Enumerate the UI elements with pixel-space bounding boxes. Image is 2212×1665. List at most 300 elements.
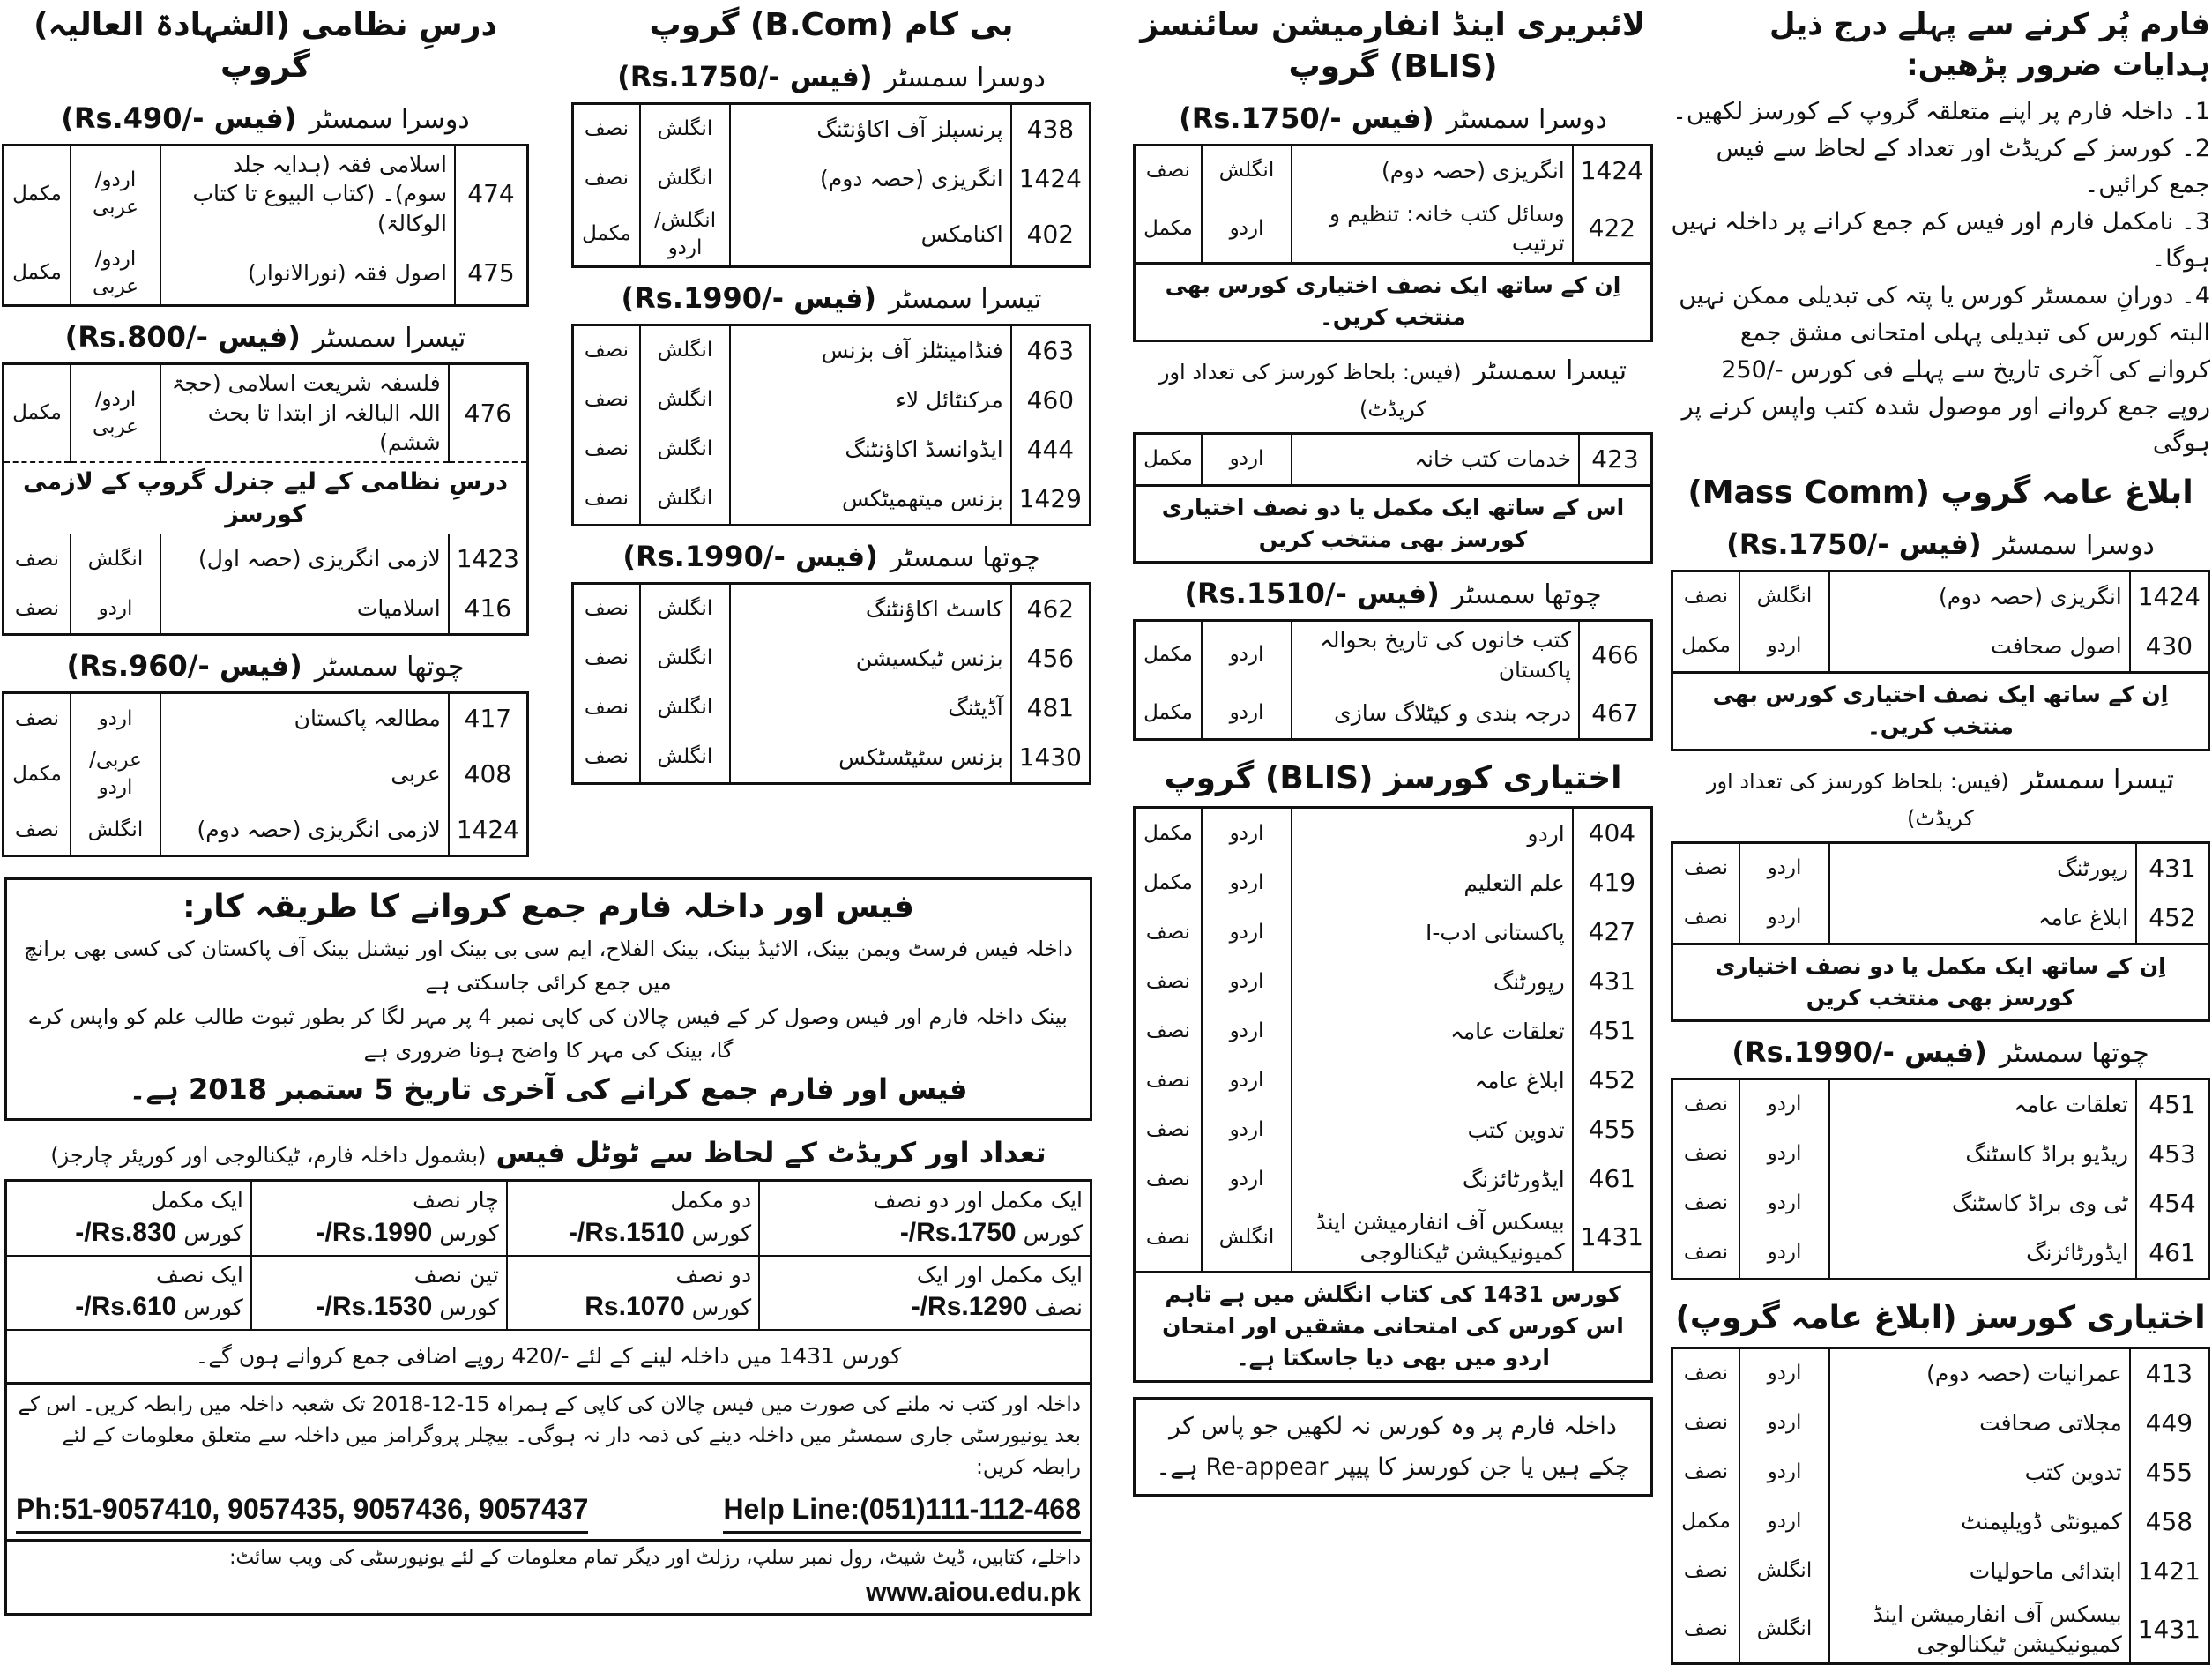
- bcom-blocks: [571, 57, 1091, 785]
- course-cred: نصف: [584, 388, 629, 412]
- course-lang: انگلش: [71, 805, 160, 856]
- course-title: ایڈورٹائزنگ: [1829, 1228, 2136, 1280]
- course-title: ابلاغ عامہ: [1292, 1056, 1573, 1105]
- course-code: 416: [449, 584, 528, 635]
- course-code: 1424: [1011, 154, 1091, 204]
- course-lang: اردو: [1739, 1130, 1829, 1179]
- semester-fee: (فیس: بلحاظ کورسز کی تعداد اور کریڈٹ): [1158, 359, 1462, 422]
- course-code: 427: [1573, 907, 1652, 957]
- course-code: 461: [1573, 1154, 1652, 1204]
- course-lang: اردو/عربی: [71, 243, 160, 306]
- course-cred: نصف: [1145, 1225, 1191, 1249]
- semester-fee: (فیس -/Rs.1750): [617, 59, 873, 93]
- fee-cell-label: چار نصف کورس: [413, 1187, 499, 1247]
- semester-heading: [2, 317, 529, 357]
- course-title: ریڈیو براڈ کاسٹنگ: [1829, 1130, 2136, 1179]
- fee-cell-amount: Rs.610/-: [75, 1292, 177, 1322]
- course-title: ابتدائی ماحولیات: [1829, 1547, 2130, 1596]
- table-row: [1672, 1228, 2209, 1280]
- course-cred: نصف: [584, 437, 629, 461]
- course-lang: انگلش: [1739, 1596, 1829, 1664]
- course-cred: نصف: [584, 487, 629, 511]
- course-cred: نصف: [1145, 159, 1191, 183]
- table-row: [4, 743, 528, 805]
- semester-heading: [2, 646, 529, 686]
- course-table: [571, 324, 1091, 526]
- group-title: درسِ نظامی (الشہادۃ العالیہ) گروپ: [34, 7, 497, 85]
- fee-cell-label: ایک نصف کورس: [156, 1261, 243, 1321]
- course-code: 1424: [449, 805, 528, 856]
- table-row: [1672, 571, 2209, 623]
- table-note: اس کے ساتھ ایک مکمل یا دو نصف اختیاری کورسز بھی منتخب کریں: [1133, 487, 1653, 564]
- course-title: خدمات کتب خانہ: [1292, 433, 1579, 485]
- course-lang: اردو: [1202, 1056, 1292, 1105]
- course-code: 475: [455, 243, 528, 306]
- course-code: 419: [1573, 858, 1652, 907]
- fee-cell: [759, 1256, 1091, 1330]
- course-lang: انگلش: [640, 154, 730, 204]
- course-code: 417: [449, 693, 528, 744]
- semester-fee: (فیس -/Rs.1990): [1732, 1035, 1987, 1070]
- course-code: 460: [1011, 376, 1091, 425]
- group-title: بی کام (B.Com) گروپ: [649, 7, 1014, 43]
- dars-e-nizami-column: [2, 0, 529, 857]
- contact-box: [4, 1385, 1092, 1542]
- course-title: بیسکس آف انفارمیشن اینڈ کمیونیکیشن ٹیکنالوجی: [1292, 1204, 1573, 1272]
- course-title: اکنامکس: [730, 204, 1011, 267]
- course-title: انگریزی (حصہ دوم): [1829, 571, 2130, 623]
- course-cred: نصف: [1683, 1191, 1729, 1215]
- table-row: [1672, 1348, 2209, 1399]
- total-fee-heading: [4, 1133, 1092, 1173]
- course-lang: انگلش: [1739, 1547, 1829, 1596]
- course-code: 452: [1573, 1056, 1652, 1105]
- course-lang: اردو: [1739, 622, 1829, 673]
- fee-cell: [507, 1181, 759, 1256]
- course-code: 453: [2136, 1130, 2209, 1179]
- course-title: مرکنٹائل لاء: [730, 376, 1011, 425]
- semester-heading: [1671, 1033, 2210, 1072]
- blis-blocks: [1133, 99, 1653, 1497]
- course-title: بیسکس آف انفارمیشن اینڈ کمیونیکیشن ٹیکنالوجی: [1829, 1596, 2130, 1664]
- course-code: 402: [1011, 204, 1091, 267]
- blis-column: [1133, 0, 1653, 1497]
- instruction-item: 4۔ دورانِ سمسٹر کورس یا پتہ کی تبدیلی ممکن نہیں البتہ کورس کی تبدیلی پہلی امتحانی مشق جمع کروانے کی آخری تاریخ سے پہلے فی کورس -/250 روپے جمع کروانے اور موصول شدہ کتب واپس کرنے پر ہوگی: [1679, 282, 2210, 458]
- semester-label: تیسرا سمسٹر: [2021, 764, 2175, 795]
- instruction-item: 3۔ نامکمل فارم اور فیس کم جمع کرانے پر داخلہ نہیں ہوگا۔: [1671, 208, 2210, 273]
- table-row: [4, 363, 528, 462]
- course-title: لازمی انگریزی (حصہ اول): [160, 534, 449, 584]
- course-code: 438: [1011, 103, 1091, 154]
- course-lang: انگلش: [640, 733, 730, 784]
- semester-label: دوسرا سمسٹر: [309, 103, 470, 135]
- course-lang: اردو: [1202, 433, 1292, 485]
- course-title: عمرانیات (حصہ دوم): [1829, 1348, 2130, 1399]
- course-table: [2, 362, 529, 636]
- course-title: تعلقات عامہ: [1292, 1006, 1573, 1056]
- course-code: 1429: [1011, 474, 1091, 526]
- course-cred: نصف: [584, 646, 629, 670]
- course-cred: نصف: [1145, 1019, 1191, 1042]
- course-code: 451: [2136, 1079, 2209, 1131]
- course-title: کمیونٹی ڈویلپمنٹ: [1829, 1497, 2130, 1547]
- course-lang: انگلش/اردو: [640, 204, 730, 267]
- semester-label: چوتھا سمسٹر: [1451, 579, 1602, 611]
- mass-comm-blocks: [1671, 525, 2210, 1665]
- course-code: 404: [1573, 808, 1652, 859]
- course-lang: اردو: [1202, 957, 1292, 1006]
- website-link[interactable]: www.aiou.edu.pk: [866, 1578, 1081, 1608]
- course-title: بزنس ٹیکسیشن: [730, 634, 1011, 683]
- course-title: ابلاغ عامہ: [1829, 893, 2136, 944]
- table-row: [1672, 622, 2209, 673]
- course-lang: اردو: [1202, 808, 1292, 859]
- course-cred: نصف: [1683, 1142, 1729, 1166]
- semester-fee: (فیس -/Rs.1990): [621, 280, 877, 315]
- total-fee-subtitle: (بشمول داخلہ فارم، ٹیکنالوجی اور کوریئر چارجز): [50, 1142, 487, 1168]
- table-row: [1672, 1497, 2209, 1547]
- table-row: [1672, 1079, 2209, 1131]
- course-lang: انگلش: [1202, 1204, 1292, 1272]
- semester-fee: (فیس -/Rs.490): [61, 101, 297, 135]
- course-code: 413: [2130, 1348, 2209, 1399]
- contact-text: داخلہ اور کتب نہ ملنے کی صورت میں فیس چالان کی کاپی کے ہمراہ 15-12-2018 تک شعبہ داخلہ میں رابطہ کریں۔ اس کے بعد یونیورسٹی جاری سمسٹر میں داخلہ دینے کی ذمہ دار نہ ہوگی۔ بیچلر پروگرامز میں داخلہ سے متعلق معلومات کے لئے رابطہ کریں:: [18, 1392, 1081, 1480]
- fee-cell-label: دو مکمل کورس: [670, 1187, 752, 1247]
- course-code: 408: [449, 743, 528, 805]
- course-table: [1671, 841, 2210, 945]
- fee-cell-amount: Rs.1530/-: [316, 1292, 433, 1322]
- course-code: 444: [1011, 425, 1091, 474]
- table-row: [1672, 1596, 2209, 1664]
- semester-heading: [1133, 574, 1653, 614]
- table-subheading: درسِ نظامی کے لیے جنرل گروپ کے لازمی کورسز: [4, 462, 528, 534]
- course-table: [571, 582, 1091, 785]
- course-lang: اردو: [1202, 196, 1292, 264]
- course-cred: مکمل: [12, 401, 62, 425]
- course-title: کاسٹ اکاؤنٹنگ: [730, 583, 1011, 634]
- table-row: [573, 683, 1091, 733]
- table-note: اِن کے ساتھ ایک نصف اختیاری کورس بھی منتخب کریں۔: [1133, 265, 1653, 342]
- course-title: فنڈامینٹلز آف بزنس: [730, 325, 1011, 376]
- fee-cell-amount: Rs.1070: [585, 1292, 685, 1322]
- fee-cell: [507, 1256, 759, 1330]
- semester-fee: (فیس -/Rs.800): [64, 319, 301, 354]
- bcom-column: [571, 0, 1091, 785]
- table-row: [6, 1330, 1091, 1384]
- course-cred: مکمل: [12, 762, 62, 786]
- table-row: [1135, 1105, 1652, 1154]
- fee-extra-note: کورس 1431 میں داخلہ لینے کے لئے -/420 روپے اضافی جمع کروانے ہوں گے۔: [6, 1330, 1091, 1384]
- semester-label: دوسرا سمسٹر: [1446, 103, 1607, 135]
- fee-cell: [251, 1256, 507, 1330]
- fee-cell-amount: Rs.1990/-: [316, 1218, 433, 1248]
- course-lang: انگلش: [640, 683, 730, 733]
- mass-comm-column: [1671, 0, 2210, 1665]
- course-code: 1431: [2130, 1596, 2209, 1664]
- course-code: 455: [2130, 1448, 2209, 1497]
- course-code: 463: [1011, 325, 1091, 376]
- semester-fee: (فیس -/Rs.1750): [1726, 527, 1982, 562]
- table-row: [573, 733, 1091, 784]
- semester-fee: (فیس -/Rs.960): [66, 649, 302, 683]
- course-code: 454: [2136, 1179, 2209, 1228]
- course-code: 1424: [1573, 145, 1652, 196]
- course-title: عربی: [160, 743, 449, 805]
- course-code: 422: [1573, 196, 1652, 264]
- table-row: [1135, 1006, 1652, 1056]
- table-note: اِن کے ساتھ ایک مکمل یا دو نصف اختیاری کورسز بھی منتخب کریں: [1671, 945, 2210, 1023]
- helpline: Help Line:(051)111-112-468: [723, 1488, 1081, 1534]
- table-note: کورس 1431 کی کتاب انگلش میں ہے تاہم اس کورس کی امتحانی مشقیں اور امتحان اردو میں بھی دیا جاسکتا ہے۔: [1133, 1273, 1653, 1383]
- course-lang: اردو/عربی: [71, 363, 160, 462]
- semester-label: دوسرا سمسٹر: [1993, 530, 2155, 562]
- course-title: پرنسپلز آف اکاؤنٹنگ: [730, 103, 1011, 154]
- table-row: [1672, 1179, 2209, 1228]
- table-note: اِن کے ساتھ ایک نصف اختیاری کورس بھی منتخب کریں۔: [1671, 674, 2210, 751]
- table-row: [573, 583, 1091, 634]
- course-cred: مکمل: [12, 182, 62, 205]
- table-row: [1672, 1130, 2209, 1179]
- table-row: [1135, 858, 1652, 907]
- course-cred: مکمل: [1143, 870, 1193, 894]
- semester-label: تیسرا سمسٹر: [312, 322, 466, 354]
- course-cred: مکمل: [1143, 643, 1193, 667]
- semester-label: دوسرا سمسٹر: [884, 62, 1046, 93]
- fee-method-box: [4, 877, 1092, 1121]
- course-cred: نصف: [14, 547, 60, 571]
- table-row: [1135, 196, 1652, 264]
- course-title: مطالعہ پاکستان: [160, 693, 449, 744]
- course-lang: اردو: [1739, 1448, 1829, 1497]
- table-row: [1135, 957, 1652, 1006]
- course-cred: نصف: [1683, 585, 1729, 609]
- course-cred: نصف: [1145, 969, 1191, 993]
- fee-cell-label: تین نصف کورس: [413, 1261, 499, 1321]
- table-row: [1135, 689, 1652, 740]
- table-row: [4, 243, 528, 306]
- course-code: 461: [2136, 1228, 2209, 1280]
- course-title: مجلاتی صحافت: [1829, 1399, 2130, 1448]
- course-lang: انگلش: [1202, 145, 1292, 196]
- group-title: لائبریری اینڈ انفارمیشن سائنسز (BLIS) گروپ: [1140, 7, 1646, 85]
- course-cred: مکمل: [1681, 634, 1731, 658]
- course-cred: مکمل: [12, 261, 62, 285]
- course-cred: نصف: [584, 339, 629, 362]
- fee-cell: [6, 1256, 251, 1330]
- course-lang: عربی/اردو: [71, 743, 160, 805]
- course-cred: نصف: [584, 167, 629, 190]
- fee-method-heading: فیس اور داخلہ فارم جمع کروانے کا طریقہ کار:: [182, 889, 914, 925]
- course-code: 481: [1011, 683, 1091, 733]
- fee-deadline: فیس اور فارم جمع کرانے کی آخری تاریخ 5 ستمبر 2018 ہے۔: [129, 1072, 968, 1107]
- course-code: 474: [455, 145, 528, 243]
- course-title: بزنس سٹیٹسٹکس: [730, 733, 1011, 784]
- course-table: [2, 144, 529, 307]
- course-cred: نصف: [1145, 920, 1191, 944]
- total-fee-table: [4, 1179, 1092, 1385]
- course-cred: مکمل: [1143, 821, 1193, 845]
- table-row: [6, 1181, 1091, 1256]
- instructions: [1671, 5, 2210, 462]
- fee-cell-amount: Rs.830/-: [75, 1218, 177, 1248]
- course-table: [1671, 1078, 2210, 1280]
- course-table: [1133, 619, 1653, 741]
- table-row: [1672, 842, 2209, 893]
- course-lang: اردو: [71, 693, 160, 744]
- table-row: [1135, 808, 1652, 859]
- course-cred: نصف: [1683, 1559, 1729, 1583]
- course-code: 452: [2136, 893, 2209, 944]
- semester-label: چوتھا سمسٹر: [890, 541, 1040, 573]
- course-lang: اردو: [1739, 1179, 1829, 1228]
- semester-fee: (فیس -/Rs.1990): [622, 539, 878, 573]
- course-lang: اردو: [1739, 1228, 1829, 1280]
- course-table: [1133, 432, 1653, 487]
- table-row: [4, 805, 528, 856]
- course-table: [1671, 570, 2210, 674]
- course-lang: اردو: [1739, 893, 1829, 944]
- semester-heading: [1133, 353, 1653, 427]
- course-title: انگریزی (حصہ دوم): [730, 154, 1011, 204]
- course-code: 462: [1011, 583, 1091, 634]
- course-title: علم التعلیم: [1292, 858, 1573, 907]
- semester-label: چوتھا سمسٹر: [314, 652, 465, 683]
- fee-cell-label: ایک مکمل اور ایک نصف: [916, 1261, 1083, 1321]
- course-title: اصول صحافت: [1829, 622, 2130, 673]
- course-code: 476: [449, 363, 528, 462]
- course-code: 458: [2130, 1497, 2209, 1547]
- fee-cell-amount: Rs.1290/-: [911, 1292, 1028, 1322]
- course-lang: انگلش: [640, 376, 730, 425]
- course-lang: اردو/عربی: [71, 145, 160, 243]
- semester-fee: (فیس -/Rs.1750): [1179, 101, 1434, 135]
- course-cred: نصف: [1683, 1362, 1729, 1385]
- table-row: [1135, 1056, 1652, 1105]
- course-code: 430: [2130, 622, 2209, 673]
- table-row: [1672, 1399, 2209, 1448]
- course-table: [2, 691, 529, 857]
- fee-cell: [759, 1181, 1091, 1256]
- course-title: ایڈورٹائزنگ: [1292, 1154, 1573, 1204]
- table-row: [4, 584, 528, 635]
- course-title: پاکستانی ادب-I: [1292, 907, 1573, 957]
- course-code: 431: [2136, 842, 2209, 893]
- course-code: 466: [1579, 621, 1652, 689]
- table-row: [1135, 621, 1652, 689]
- course-cred: نصف: [14, 818, 60, 841]
- course-code: 1424: [2130, 571, 2209, 623]
- course-cred: نصف: [1683, 1617, 1729, 1641]
- table-row: [1672, 893, 2209, 944]
- instruction-item: 2۔ کورسز کے کریڈٹ اور تعداد کے لحاظ سے فیس جمع کرائیں۔: [1716, 134, 2210, 199]
- course-cred: مکمل: [582, 222, 631, 246]
- table-row: [4, 534, 528, 584]
- semester-heading: [1671, 762, 2210, 836]
- course-lang: انگلش: [640, 474, 730, 526]
- course-code: 1421: [2130, 1547, 2209, 1596]
- course-code: 423: [1579, 433, 1652, 485]
- fee-cell-label: ایک مکمل کورس: [150, 1187, 243, 1247]
- course-title: رپورٹنگ: [1292, 957, 1573, 1006]
- table-row: [6, 1256, 1091, 1330]
- semester-fee: (فیس -/Rs.1510): [1184, 577, 1440, 611]
- course-title: کتب خانوں کی تاریخ بحوالہ پاکستان: [1292, 621, 1579, 689]
- course-lang: انگلش: [640, 425, 730, 474]
- course-lang: انگلش: [71, 534, 160, 584]
- fee-cell-amount: Rs.1510/-: [568, 1218, 685, 1248]
- course-title: فلسفہ شریعت اسلامی (حجۃ اللہ البالغہ از ابتدا تا بحث ششم): [160, 363, 449, 462]
- course-code: 456: [1011, 634, 1091, 683]
- course-cred: نصف: [14, 596, 60, 620]
- fee-method-line: داخلہ فیس فرسٹ ویمن بینک، الائیڈ بینک، بینک الفلاح، ایم سی بی بینک اور نیشنل بینک آف پاکستان کی کسی بھی برانچ میں جمع کرائی جاسکتی ہے: [24, 936, 1073, 996]
- course-cred: مکمل: [1143, 216, 1193, 240]
- course-title: اسلامیات: [160, 584, 449, 635]
- course-title: اصول فقہ (نورالانوار): [160, 243, 455, 306]
- semester-label: تیسرا سمسٹر: [889, 283, 1042, 315]
- course-lang: اردو: [71, 584, 160, 635]
- table-row: [573, 474, 1091, 526]
- table-row: [4, 693, 528, 744]
- semester-heading: [571, 537, 1091, 577]
- course-code: 1423: [449, 534, 528, 584]
- instruction-item: 1۔ داخلہ فارم پر اپنے متعلقہ گروپ کے کورسز لکھیں۔: [1672, 97, 2210, 125]
- phone: Ph:51-9057410, 9057435, 9057436, 9057437: [16, 1488, 588, 1534]
- table-row: [573, 376, 1091, 425]
- course-table: [1671, 1347, 2210, 1665]
- total-fee-title: تعداد اور کریڈٹ کے لحاظ سے ٹوٹل فیس: [495, 1135, 1046, 1169]
- course-title: اسلامی فقہ (ہدایہ جلد سوم)۔ (کتاب البیوع تا کتاب الوکالۃ): [160, 145, 455, 243]
- course-lang: اردو: [1739, 842, 1829, 893]
- course-title: اردو: [1292, 808, 1573, 859]
- course-title: ایڈوانسڈ اکاؤنٹنگ: [730, 425, 1011, 474]
- course-cred: نصف: [1683, 1093, 1729, 1116]
- course-table: [571, 102, 1091, 268]
- table-row: [1135, 145, 1652, 196]
- phone-numbers: [16, 1488, 1081, 1534]
- course-cred: نصف: [1683, 1411, 1729, 1435]
- course-cred: نصف: [584, 117, 629, 141]
- instructions-heading: فارم پُر کرنے سے پہلے درج ذیل ہدایات ضرور پڑھیں:: [1769, 7, 2210, 83]
- course-title: تدوین کتب: [1292, 1105, 1573, 1154]
- course-title: درجہ بندی و کیٹلاگ سازی: [1292, 689, 1579, 740]
- website-text: داخلے، کتابیں، ڈیٹ شیٹ، رول نمبر سلپ، رزلٹ اور دیگر تمام معلومات کے لئے یونیورسٹی کی ویب سائٹ:: [229, 1547, 1081, 1570]
- dars-e-nizami-blocks: [2, 99, 529, 858]
- course-lang: انگلش: [640, 583, 730, 634]
- course-cred: نصف: [1683, 1460, 1729, 1484]
- course-title: لازمی انگریزی (حصہ دوم): [160, 805, 449, 856]
- course-cred: نصف: [584, 696, 629, 720]
- course-title: آڈیٹنگ: [730, 683, 1011, 733]
- course-lang: اردو: [1202, 1105, 1292, 1154]
- fee-cell: [251, 1181, 507, 1256]
- semester-label: چوتھا سمسٹر: [1999, 1038, 2149, 1070]
- course-cred: نصف: [584, 597, 629, 621]
- semester-heading: [571, 57, 1091, 97]
- course-lang: اردو: [1739, 1348, 1829, 1399]
- course-cred: نصف: [1145, 1167, 1191, 1191]
- table-row: [573, 103, 1091, 154]
- semester-heading: [1133, 99, 1653, 138]
- table-row: [1135, 1204, 1652, 1272]
- semester-label: تیسرا سمسٹر: [1473, 355, 1627, 386]
- course-title: تدوین کتب: [1829, 1448, 2130, 1497]
- table-row: [1135, 907, 1652, 957]
- course-lang: اردو: [1202, 621, 1292, 689]
- course-cred: مکمل: [1143, 701, 1193, 725]
- table-row: [1135, 433, 1652, 485]
- course-code: 1431: [1573, 1204, 1652, 1272]
- course-title: انگریزی (حصہ دوم): [1292, 145, 1573, 196]
